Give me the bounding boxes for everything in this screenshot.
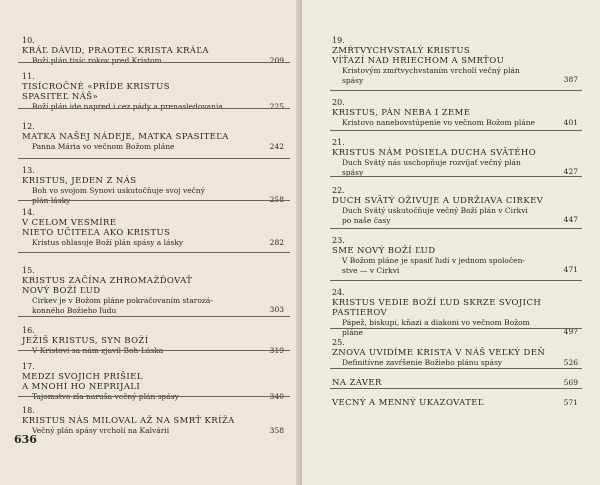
chapter-description-line: spásy (342, 167, 364, 177)
chapter-title-line: VECNÝ A MENNÝ UKAZOVATEĽ (332, 398, 484, 408)
toc-entry (22, 72, 284, 112)
chapter-title-line: KRISTUS VEDIE BOŽÍ ĽUD SKRZE SVOJICH (332, 298, 542, 308)
chapter-description-line: Duch Svätý uskutočňuje večný Boží plán v Cirkvi (342, 206, 528, 215)
chapter-description-line: pláne (342, 327, 363, 337)
page-reference: 258 (269, 195, 284, 204)
chapter-title-line: ZNOVA UVIDÍME KRISTA V NÁŠ VEĽKÝ DEŇ (332, 348, 546, 358)
page-number: 636 (14, 433, 37, 446)
chapter-title (332, 108, 578, 118)
chapter-title-line: PASTIEROV (332, 308, 388, 318)
chapter-title-line: NIETO UČITEĽA AKO KRISTUS (22, 228, 171, 238)
separator-rule (18, 62, 290, 63)
toc-entry (332, 288, 578, 337)
chapter-title-line: VÍŤAZÍ NAD HRIECHOM A SMRŤOU (332, 56, 505, 66)
page-reference: 387 (563, 75, 578, 84)
page-reference: 358 (269, 425, 284, 435)
chapter-title (332, 298, 578, 318)
chapter-title-line: JEŽIŠ KRISTUS, SYN BOŽÍ (22, 336, 149, 346)
chapter-number: 13. (22, 166, 35, 175)
page-reference: 340 (269, 391, 284, 401)
chapter-number: 23. (332, 236, 345, 245)
chapter-description-line: Definitívne zavŕšenie Božieho plánu spásy (342, 358, 503, 367)
chapter-description-line: Boh vo svojom Synovi uskutočňuje svoj večný (32, 186, 205, 195)
separator-rule (18, 108, 290, 109)
chapter-title (332, 148, 578, 158)
chapter-description-line: V Božom pláne je spasiť ľudí v jednom spoločen- (342, 256, 525, 265)
toc-entry (22, 208, 284, 248)
page-reference: 303 (269, 305, 284, 314)
separator-rule (330, 130, 582, 131)
chapter-number: 10. (22, 36, 35, 45)
chapter-description-line: spásy (342, 75, 364, 85)
chapter-title (22, 372, 284, 392)
chapter-description (22, 238, 284, 248)
chapter-title-line: DUCH SVÄTÝ OŽIVUJE A UDRŽIAVA CIRKEV (332, 196, 544, 206)
chapter-title-line: NOVÝ BOŽÍ ĽUD (22, 286, 101, 296)
page-reference: 427 (563, 167, 578, 176)
chapter-title-line: V CELOM VESMÍRE (22, 218, 117, 228)
page-reference: 225 (269, 101, 284, 111)
page-reference: 526 (563, 357, 578, 367)
toc-entry (332, 378, 578, 388)
page-reference: 471 (563, 265, 578, 274)
toc-entry (22, 266, 284, 315)
chapter-description (332, 256, 578, 275)
page-reference: 569 (563, 378, 578, 387)
chapter-title (332, 398, 578, 408)
chapter-description-line: Kristovo nanebovstúpenie vo večnom Božom pláne (342, 118, 535, 127)
chapter-description (22, 186, 284, 205)
page-reference: 282 (269, 237, 284, 247)
chapter-description-line: Boží plán tisíc rokov pred Kristom (32, 56, 162, 65)
toc-entry (332, 398, 578, 408)
chapter-description-line: Cirkev je v Božom pláne pokračovaním starozá- (32, 296, 213, 305)
chapter-number: 25. (332, 338, 345, 347)
chapter-description (332, 158, 578, 177)
chapter-description-line: Tajomstvo zla naruša večný plán spásy (32, 392, 179, 401)
chapter-title-line: TISÍCROČNÉ «PRÍDE KRISTUS (22, 82, 170, 92)
page-reference: 571 (563, 398, 578, 407)
chapter-title (22, 276, 284, 296)
chapter-title (22, 218, 284, 238)
toc-entry (22, 406, 284, 436)
page-reference: 401 (563, 117, 578, 127)
chapter-description (22, 426, 284, 436)
separator-rule (330, 388, 582, 389)
page-reference: 319 (269, 345, 284, 355)
separator-rule (18, 316, 290, 317)
chapter-title (22, 132, 284, 142)
chapter-title-line: KRISTUS, JEDEN Z NÁS (22, 176, 137, 186)
chapter-number: 22. (332, 186, 345, 195)
chapter-title-line: KRISTUS, PÁN NEBA I ZEME (332, 108, 471, 118)
chapter-title-line: A MNOHÍ HO NEPRIJALI (22, 382, 141, 392)
chapter-title-line: KRISTUS ZAČÍNA ZHROMAŽĎOVAŤ (22, 276, 193, 286)
chapter-description-line: V Kristovi sa nám zjavil Boh-Láska (32, 346, 164, 355)
chapter-number: 12. (22, 122, 35, 131)
separator-rule (18, 396, 290, 397)
page-reference: 497 (563, 327, 578, 336)
chapter-description-line: Duch Svätý nás uschopňuje rozvíjať večný plán (342, 158, 521, 167)
chapter-number: 14. (22, 208, 35, 217)
chapter-title (22, 336, 284, 346)
chapter-title-line: SPASITEĽ NÁŠ» (22, 92, 99, 102)
chapter-description (332, 206, 578, 225)
chapter-description (332, 358, 578, 368)
toc-entry (332, 186, 578, 225)
chapter-number: 19. (332, 36, 345, 45)
chapter-title-line: KRISTUS NÁS MILOVAL AŽ NA SMRŤ KRÍŽA (22, 416, 235, 426)
chapter-number: 24. (332, 288, 345, 297)
chapter-title (332, 348, 578, 358)
chapter-number: 16. (22, 326, 35, 335)
chapter-description (332, 66, 578, 85)
separator-rule (330, 328, 582, 329)
toc-entry (332, 36, 578, 85)
separator-rule (18, 200, 290, 201)
chapter-title (22, 416, 284, 426)
chapter-title (22, 46, 284, 56)
chapter-description (22, 142, 284, 152)
chapter-description-line: stve — v Cirkvi (342, 265, 400, 275)
toc-entry (332, 98, 578, 128)
chapter-title-line: MATKA NAŠEJ NÁDEJE, MATKA SPASITEĽA (22, 132, 229, 142)
chapter-title-line: KRISTUS NÁM POSIELA DUCHA SVÄTÉHO (332, 148, 537, 158)
chapter-description-line: konného Božieho ľudu (32, 305, 117, 315)
separator-rule (330, 280, 582, 281)
chapter-title (332, 378, 578, 388)
separator-rule (330, 176, 582, 177)
chapter-description-line: Boží plán ide napred i cez pády a prenasledovania (32, 102, 223, 111)
separator-rule (18, 252, 290, 253)
separator-rule (18, 158, 290, 159)
chapter-title (332, 196, 578, 206)
chapter-description-line: Kristus ohlasuje Boží plán spásy a lásky (32, 238, 184, 247)
chapter-number: 21. (332, 138, 345, 147)
separator-rule (330, 90, 582, 91)
chapter-description (22, 296, 284, 315)
chapter-description-line: Panna Mária vo večnom Božom pláne (32, 142, 175, 151)
chapter-title-line: MEDZI SVOJICH PRIŠIEL (22, 372, 143, 382)
chapter-title-line: NA ZÁVER (332, 378, 382, 388)
chapter-title-line: ZMŔTVYCHVSTALÝ KRISTUS (332, 46, 471, 56)
chapter-description-line: po naše časy (342, 215, 391, 225)
chapter-title-line: SME NOVÝ BOŽÍ ĽUD (332, 246, 436, 256)
chapter-title (22, 82, 284, 102)
right-page (302, 0, 600, 485)
toc-entry (22, 122, 284, 152)
chapter-number: 20. (332, 98, 345, 107)
toc-entry (22, 326, 284, 356)
chapter-description (22, 102, 284, 112)
chapter-number: 15. (22, 266, 35, 275)
chapter-number: 11. (22, 72, 35, 81)
chapter-title (332, 46, 578, 66)
page-reference: 447 (563, 215, 578, 224)
chapter-number: 17. (22, 362, 35, 371)
page-reference: 242 (269, 141, 284, 151)
toc-entry (332, 138, 578, 177)
chapter-title (332, 246, 578, 256)
toc-entry (332, 338, 578, 368)
chapter-description (22, 56, 284, 66)
chapter-title-line: KRÁĽ DÁVID, PRAOTEC KRISTA KRÁĽA (22, 46, 209, 56)
separator-rule (330, 228, 582, 229)
page-reference: 209 (269, 55, 284, 65)
chapter-description-line: Kristovým zmŕtvychvstaním vrcholí večný plán (342, 66, 520, 75)
chapter-number: 18. (22, 406, 35, 415)
chapter-description-line: Pápež, biskupi, kňazi a diakoni vo večnom Božom (342, 318, 530, 327)
chapter-description-line: Večný plán spásy vrcholí na Kalvárii (32, 426, 170, 435)
toc-entry (332, 236, 578, 275)
separator-rule (330, 368, 582, 369)
separator-rule (18, 350, 290, 351)
chapter-description-line: plán lásky (32, 195, 71, 205)
chapter-title (22, 176, 284, 186)
chapter-description (332, 118, 578, 128)
